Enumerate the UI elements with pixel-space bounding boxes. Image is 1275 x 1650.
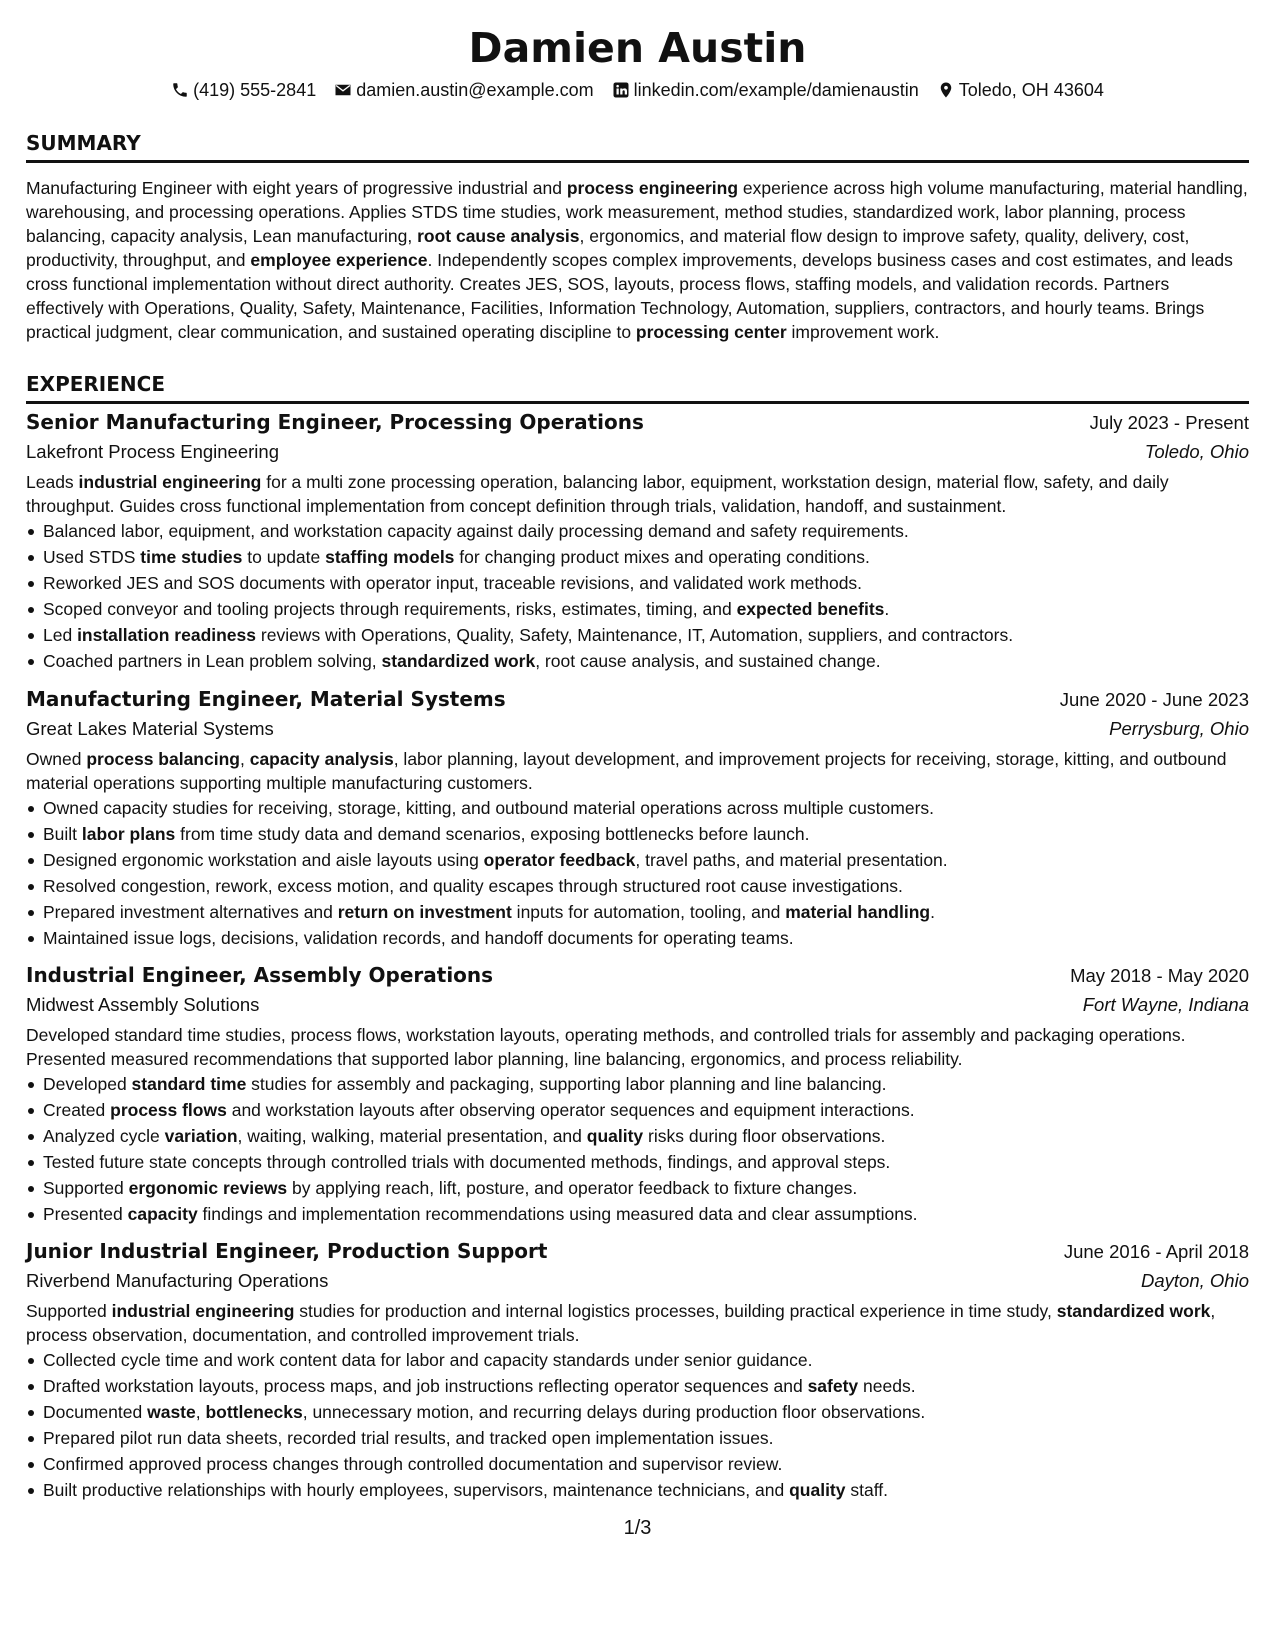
- text-run: Supported: [43, 1178, 129, 1198]
- job-company: Lakefront Process Engineering: [26, 441, 279, 462]
- job-title: Industrial Engineer, Assembly Operations: [26, 963, 494, 987]
- text-run: Used STDS: [43, 547, 141, 567]
- bullet-item: [26, 925, 1249, 951]
- contact-phone: [171, 79, 316, 101]
- bold-keyword: material handling: [785, 902, 931, 922]
- text-run: Coached partners in Lean problem solving,: [43, 651, 382, 671]
- bullet-item: [26, 596, 1249, 622]
- job-title: Manufacturing Engineer, Material Systems: [26, 687, 506, 711]
- bold-keyword: staffing models: [325, 547, 455, 567]
- text-run: risks during floor observations.: [643, 1126, 886, 1146]
- bullet-item: [26, 1071, 1249, 1097]
- job-company: Riverbend Manufacturing Operations: [26, 1270, 329, 1291]
- summary-paragraph: [26, 176, 1249, 344]
- experience-heading: EXPERIENCE: [26, 372, 1249, 404]
- job-location: Dayton, Ohio: [1141, 1270, 1249, 1291]
- text-run: , labor planning, layout development, and improvement projects for receiving, storage, kitting, and outbound material operations supporting multiple manufacturing customers.: [26, 749, 1227, 793]
- text-run: Created: [43, 1100, 111, 1120]
- text-run: Scoped conveyor and tooling projects through requirements, risks, estimates, timing, and: [43, 599, 737, 619]
- bold-keyword: processing center: [635, 322, 787, 342]
- text-run: experience across high volume manufacturing, material handling, warehousing, and processing operations. Applies STDS time studies, work measurement, method studies, standardized work, labor planning, process balancing, capacity analysis, Lean manufacturing,: [26, 178, 1248, 246]
- bullet-item: [26, 873, 1249, 899]
- job-location: Fort Wayne, Indiana: [1082, 994, 1249, 1015]
- bullet-item: [26, 648, 1249, 674]
- bold-keyword: labor plans: [81, 824, 176, 844]
- text-run: and workstation layouts after observing operator sequences and equipment interactions.: [226, 1100, 915, 1120]
- bold-keyword: quality: [586, 1126, 644, 1146]
- bullet-item: [26, 1451, 1249, 1477]
- text-run: Documented: [43, 1402, 148, 1422]
- job-dates: May 2018 - May 2020: [1070, 965, 1249, 986]
- job-description: [26, 1300, 1249, 1347]
- linkedin-icon: [612, 81, 630, 99]
- text-run: to update: [242, 547, 326, 567]
- job-title: Senior Manufacturing Engineer, Processing Operations: [26, 410, 644, 434]
- text-run: . Independently scopes complex improvements, develops business cases and cost estimates, and leads cross functional implementation without direct authority. Creates JES, SOS, layouts, process flows, staffing models, and validation records. Partners effectively with Operations, Quality, Safety, Maintenance, Facilities, Information Technology, Automation, suppliers, contractors, and hourly teams. Brings practical judgment, clear communication, and sustained operating discipline to: [26, 250, 1233, 342]
- text-run: Leads: [26, 472, 79, 492]
- bold-keyword: process flows: [110, 1100, 227, 1120]
- contact-bar: [26, 79, 1249, 101]
- job-dates: July 2023 - Present: [1089, 412, 1249, 433]
- bold-keyword: industrial engineering: [111, 1301, 295, 1321]
- text-run: Balanced labor, equipment, and workstation capacity against daily processing demand and safety requirements.: [43, 521, 909, 541]
- text-run: studies for assembly and packaging, supporting labor planning and line balancing.: [246, 1074, 887, 1094]
- contact-email[interactable]: [334, 79, 593, 101]
- bold-keyword: capacity: [127, 1204, 198, 1224]
- job-bullets: [26, 1347, 1249, 1503]
- text-run: by applying reach, lift, posture, and operator feedback to fixture changes.: [287, 1178, 858, 1198]
- bullet-item: [26, 1477, 1249, 1503]
- bold-keyword: quality: [789, 1480, 846, 1500]
- bullet-item: [26, 1175, 1249, 1201]
- text-run: from time study data and demand scenarios, exposing bottlenecks before launch.: [175, 824, 810, 844]
- job-bullets: [26, 1071, 1249, 1227]
- bold-keyword: variation: [164, 1126, 238, 1146]
- bullet-item: [26, 1123, 1249, 1149]
- bullet-item: [26, 518, 1249, 544]
- contact-linkedin[interactable]: [612, 79, 919, 101]
- job-entry: [26, 961, 1249, 1227]
- job-dates: June 2016 - April 2018: [1063, 1241, 1249, 1262]
- text-run: , process observation, documentation, and controlled improvement trials.: [26, 1301, 1216, 1345]
- bold-keyword: capacity analysis: [249, 749, 394, 769]
- bullet-item: [26, 821, 1249, 847]
- resume-page: [26, 0, 1249, 1650]
- phone-number: (419) 555-2841: [193, 80, 317, 100]
- text-run: reviews with Operations, Quality, Safety, Maintenance, IT, Automation, suppliers, and contractors.: [256, 625, 1014, 645]
- job-description: [26, 1024, 1249, 1071]
- bullet-item: [26, 1201, 1249, 1227]
- text-run: Confirmed approved process changes through controlled documentation and supervisor review.: [43, 1454, 783, 1474]
- bold-keyword: ergonomic reviews: [128, 1178, 288, 1198]
- text-run: Developed standard time studies, process flows, workstation layouts, operating methods, and controlled trials for assembly and packaging operations. Presented measured recommendations that supported labor planning, line balancing, ergonomics, and process reliability.: [26, 1025, 1186, 1069]
- text-run: Owned capacity studies for receiving, storage, kitting, and outbound material operations across multiple customers.: [43, 798, 935, 818]
- job-bullets: [26, 795, 1249, 951]
- text-run: Analyzed cycle: [43, 1126, 165, 1146]
- bold-keyword: time studies: [140, 547, 243, 567]
- text-run: Prepared pilot run data sheets, recorded trial results, and tracked open implementation issues.: [43, 1428, 774, 1448]
- location-text: Toledo, OH 43604: [958, 80, 1104, 100]
- job-entry: [26, 408, 1249, 674]
- job-description: [26, 748, 1249, 795]
- email-link[interactable]: damien.austin@example.com: [356, 80, 594, 100]
- bold-keyword: installation readiness: [77, 625, 257, 645]
- text-run: Presented: [43, 1204, 128, 1224]
- text-run: staff.: [845, 1480, 888, 1500]
- bold-keyword: waste: [147, 1402, 196, 1422]
- job-company: Midwest Assembly Solutions: [26, 994, 260, 1015]
- envelope-icon: [334, 81, 352, 99]
- phone-icon: [171, 81, 189, 99]
- bullet-item: [26, 1149, 1249, 1175]
- bold-keyword: process balancing: [86, 749, 240, 769]
- linkedin-link[interactable]: linkedin.com/example/damienaustin: [633, 80, 919, 100]
- job-description: [26, 471, 1249, 518]
- text-run: Resolved congestion, rework, excess motion, and quality escapes through structured root cause investigations.: [43, 876, 903, 896]
- candidate-name: Damien Austin: [468, 24, 807, 72]
- text-run: Drafted workstation layouts, process maps, and job instructions reflecting operator sequences and: [43, 1376, 808, 1396]
- text-run: for changing product mixes and operating conditions.: [454, 547, 870, 567]
- text-run: .: [930, 902, 935, 922]
- text-run: , travel paths, and material presentation.: [635, 850, 948, 870]
- bullet-item: [26, 899, 1249, 925]
- text-run: improvement work.: [786, 322, 940, 342]
- text-run: studies for production and internal logistics processes, building practical experience in time study,: [294, 1301, 1057, 1321]
- bold-keyword: industrial engineering: [78, 472, 262, 492]
- bullet-item: [26, 847, 1249, 873]
- map-pin-icon: [937, 81, 955, 99]
- bold-keyword: standard time: [131, 1074, 247, 1094]
- text-run: ,: [195, 1402, 206, 1422]
- contact-location: [937, 79, 1104, 101]
- job-dates: June 2020 - June 2023: [1059, 689, 1249, 710]
- bullet-item: [26, 622, 1249, 648]
- job-location: Toledo, Ohio: [1144, 441, 1249, 462]
- job-title: Junior Industrial Engineer, Production Support: [26, 1239, 548, 1263]
- bullet-item: [26, 544, 1249, 570]
- job-bullets: [26, 518, 1249, 674]
- text-run: Tested future state concepts through controlled trials with documented methods, findings, and approval steps.: [43, 1152, 891, 1172]
- text-run: Collected cycle time and work content data for labor and capacity standards under senior guidance.: [43, 1350, 813, 1370]
- bullet-item: [26, 570, 1249, 596]
- text-run: inputs for automation, tooling, and: [511, 902, 786, 922]
- job-location: Perrysburg, Ohio: [1109, 718, 1249, 739]
- bullet-item: [26, 795, 1249, 821]
- bold-keyword: safety: [807, 1376, 859, 1396]
- bullet-item: [26, 1425, 1249, 1451]
- bold-keyword: return on investment: [337, 902, 512, 922]
- bold-keyword: expected benefits: [736, 599, 885, 619]
- bold-keyword: operator feedback: [483, 850, 636, 870]
- job-entry: [26, 1237, 1249, 1503]
- text-run: Built productive relationships with hourly employees, supervisors, maintenance technicians, and: [43, 1480, 790, 1500]
- text-run: Led: [43, 625, 78, 645]
- bold-keyword: bottlenecks: [205, 1402, 303, 1422]
- bold-keyword: process engineering: [566, 178, 739, 198]
- text-run: Supported: [26, 1301, 112, 1321]
- job-company: Great Lakes Material Systems: [26, 718, 274, 739]
- job-entry: [26, 685, 1249, 951]
- text-run: .: [884, 599, 890, 619]
- text-run: Designed ergonomic workstation and aisle layouts using: [43, 850, 484, 870]
- text-run: Maintained issue logs, decisions, validation records, and handoff documents for operating teams.: [43, 928, 794, 948]
- bullet-item: [26, 1373, 1249, 1399]
- text-run: , ergonomics, and material flow design to improve safety, quality, delivery, cost, productivity, throughput, and: [26, 226, 1190, 270]
- bullet-item: [26, 1399, 1249, 1425]
- text-run: Prepared investment alternatives and: [43, 902, 338, 922]
- text-run: findings and implementation recommendations using measured data and clear assumptions.: [197, 1204, 918, 1224]
- bold-keyword: standardized work: [381, 651, 536, 671]
- text-run: Reworked JES and SOS documents with operator input, traceable revisions, and validated work methods.: [43, 573, 863, 593]
- text-run: needs.: [858, 1376, 916, 1396]
- bullet-item: [26, 1347, 1249, 1373]
- bold-keyword: standardized work: [1056, 1301, 1211, 1321]
- page-number: 1/3: [623, 1517, 652, 1539]
- bold-keyword: root cause analysis: [417, 226, 580, 246]
- text-run: ,: [239, 749, 250, 769]
- text-run: , unnecessary motion, and recurring delays during production floor observations.: [302, 1402, 926, 1422]
- text-run: for a multi zone processing operation, balancing labor, equipment, workstation design, material flow, safety, and daily throughput. Guides cross functional implementation from concept definition through trials, validation, handoff, and sustainment.: [26, 472, 1169, 516]
- text-run: Owned: [26, 749, 87, 769]
- text-run: Developed: [43, 1074, 132, 1094]
- text-run: Built: [43, 824, 82, 844]
- text-run: , waiting, walking, material presentation, and: [237, 1126, 587, 1146]
- summary-heading: SUMMARY: [26, 131, 1249, 163]
- bullet-item: [26, 1097, 1249, 1123]
- bold-keyword: employee experience: [250, 250, 428, 270]
- text-run: Manufacturing Engineer with eight years of progressive industrial and: [26, 178, 567, 198]
- text-run: , root cause analysis, and sustained change.: [535, 651, 881, 671]
